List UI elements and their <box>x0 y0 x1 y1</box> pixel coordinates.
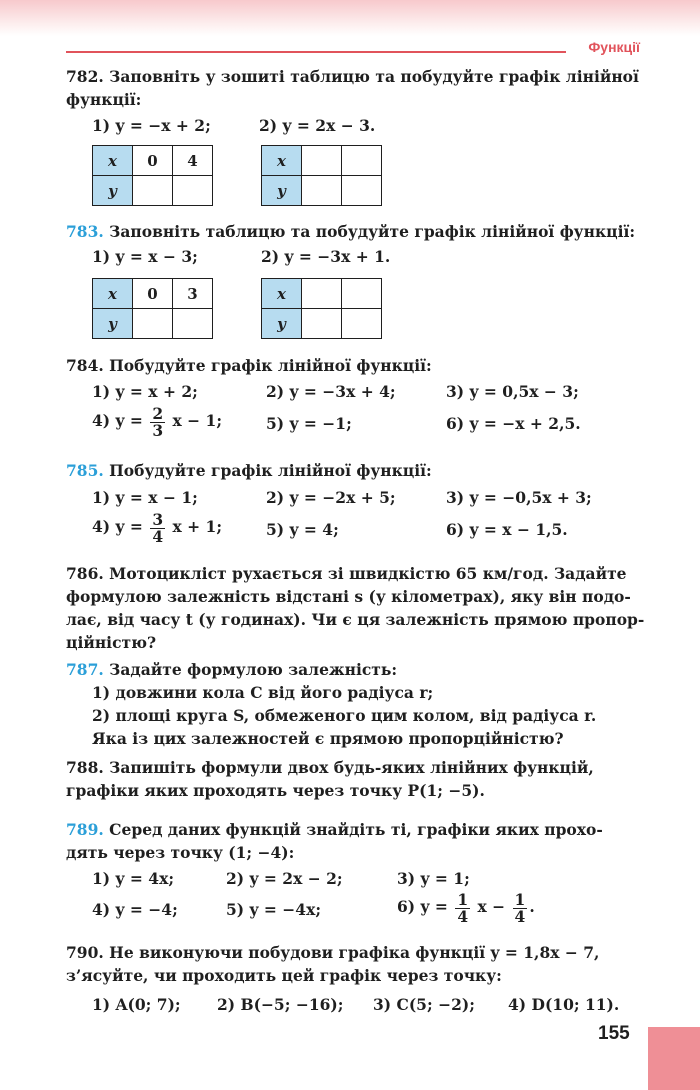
table-cell: y <box>262 309 302 339</box>
problem-790-option: 4) D(10; 11). <box>508 995 620 1014</box>
problem-790-option: 3) C(5; −2); <box>373 995 475 1014</box>
table-cell <box>342 146 382 176</box>
problem-788-line1: 788. Запишіть формули двох будь-яких лінійних функцій, <box>66 758 594 777</box>
problem-784-option: 3) y = 0,5x − 3; <box>446 382 579 401</box>
problem-number: 783. <box>66 222 104 241</box>
section-title: Функції <box>588 39 640 55</box>
problem-790-line1: 790. Не виконуючи побудови графіка функції y = 1,8x − 7, <box>66 943 600 962</box>
problem-789-line2: дять через точку (1; −4): <box>66 843 295 862</box>
header-rule <box>66 51 566 53</box>
table-cell <box>133 176 173 206</box>
problem-784-option: 2) y = −3x + 4; <box>266 382 396 401</box>
problem-783-option: 2) y = −3x + 1. <box>261 247 391 266</box>
table-cell <box>173 309 213 339</box>
table-cell: 3 <box>173 279 213 309</box>
table-row-y <box>262 176 382 206</box>
problem-786-line2: формулою залежність відстані s (у кілометрах), яку він подо- <box>66 587 631 606</box>
problem-790-option: 1) A(0; 7); <box>92 995 181 1014</box>
table-cell <box>302 279 342 309</box>
problem-number: 790. <box>66 943 104 962</box>
problem-789-line1: 789. Серед даних функцій знайдіть ті, графіки яких прохо- <box>66 820 603 839</box>
table-cell <box>342 309 382 339</box>
problem-786-line1: 786. Мотоцикліст рухається зі швидкістю 65 км/год. Задайте <box>66 564 627 583</box>
table-row-x <box>262 146 382 176</box>
problem-789-option-fraction: 6) y = $\frac{1}{4}$ x − $\frac{1}{4}$ . <box>397 889 535 926</box>
table-row-y <box>93 176 213 206</box>
problem-number: 787. <box>66 660 104 679</box>
table-cell: y <box>93 176 133 206</box>
problem-789-option: 2) y = 2x − 2; <box>226 869 343 888</box>
fraction: $\frac{2}{3}$ <box>152 403 164 440</box>
problem-786-line3: лає, від часу t (у годинах). Чи є ця залежність прямою пропор- <box>66 610 645 629</box>
table-cell: x <box>262 279 302 309</box>
problem-784-line1: 784. Побудуйте графік лінійної функції: <box>66 356 432 375</box>
problem-785-option: 6) y = x − 1,5. <box>446 520 568 539</box>
problem-782-option: 2) y = 2x − 3. <box>259 116 376 135</box>
problem-787-line4: Яка із цих залежностей є прямою пропорційністю? <box>92 729 564 748</box>
problem-number: 784. <box>66 356 104 375</box>
table-row-x <box>93 279 213 309</box>
problem-785-option-fraction: 4) y = $\frac{3}{4}$ x + 1; <box>92 509 223 546</box>
problem-787-line3: 2) площі круга S, обмеженого цим колом, від радіуса r. <box>92 706 597 725</box>
problem-782-option: 1) y = −x + 2; <box>92 116 211 135</box>
problem-785-option: 1) y = x − 1; <box>92 488 198 507</box>
table-cell <box>342 176 382 206</box>
problem-788-line2: графіки яких проходять через точку P(1; −5). <box>66 781 485 800</box>
table-cell: 0 <box>133 279 173 309</box>
problem-787-line2: 1) довжини кола C від його радіуса r; <box>92 683 434 702</box>
table-cell: x <box>93 279 133 309</box>
value-table-783-1 <box>92 278 213 339</box>
problem-789-option: 3) y = 1; <box>397 869 470 888</box>
problem-789-option: 4) y = −4; <box>92 900 178 919</box>
problem-782-line2: функції: <box>66 90 142 109</box>
problem-785-line1: 785. Побудуйте графік лінійної функції: <box>66 461 432 480</box>
problem-number: 786. <box>66 564 104 583</box>
problem-787-line1: 787. Задайте формулою залежність: <box>66 660 398 679</box>
problem-number: 789. <box>66 820 104 839</box>
table-cell <box>133 309 173 339</box>
table-cell: x <box>93 146 133 176</box>
table-cell: 0 <box>133 146 173 176</box>
problem-786-line4: ційністю? <box>66 633 157 652</box>
table-cell: y <box>93 309 133 339</box>
problem-785-option: 5) y = 4; <box>266 520 339 539</box>
problem-790-line2: з’ясуйте, чи проходить цей графік через точку: <box>66 966 502 985</box>
fraction: $\frac{1}{4}$ <box>514 889 526 926</box>
problem-789-option: 1) y = 4x; <box>92 869 175 888</box>
problem-782-line1: 782. Заповніть у зошиті таблицю та побудуйте графік лінійної <box>66 67 639 86</box>
table-cell <box>302 176 342 206</box>
table-cell <box>342 279 382 309</box>
table-row-y <box>93 309 213 339</box>
top-color-band <box>0 0 700 36</box>
value-table-782-1 <box>92 145 213 206</box>
table-cell <box>302 309 342 339</box>
table-cell: x <box>262 146 302 176</box>
problem-784-option: 6) y = −x + 2,5. <box>446 414 581 433</box>
problem-784-option: 5) y = −1; <box>266 414 352 433</box>
value-table-783-2 <box>261 278 382 339</box>
page-number: 155 <box>598 1023 630 1044</box>
problem-783-option: 1) y = x − 3; <box>92 247 198 266</box>
value-table-782-2 <box>261 145 382 206</box>
problem-number: 788. <box>66 758 104 777</box>
problem-number: 782. <box>66 67 104 86</box>
problem-790-option: 2) B(−5; −16); <box>217 995 344 1014</box>
problem-785-option: 2) y = −2x + 5; <box>266 488 396 507</box>
table-cell <box>302 146 342 176</box>
fraction: $\frac{1}{4}$ <box>457 889 469 926</box>
table-row-y <box>262 309 382 339</box>
page-number-tab <box>648 1027 700 1090</box>
problem-783-line1: 783. Заповніть таблицю та побудуйте графік лінійної функції: <box>66 222 636 241</box>
table-row-x <box>262 279 382 309</box>
fraction: $\frac{3}{4}$ <box>152 509 164 546</box>
problem-785-option: 3) y = −0,5x + 3; <box>446 488 592 507</box>
table-cell: 4 <box>173 146 213 176</box>
table-row-x <box>93 146 213 176</box>
table-cell <box>173 176 213 206</box>
problem-784-option: 1) y = x + 2; <box>92 382 198 401</box>
table-cell: y <box>262 176 302 206</box>
problem-number: 785. <box>66 461 104 480</box>
problem-784-option-fraction: 4) y = $\frac{2}{3}$ x − 1; <box>92 403 223 440</box>
problem-789-option: 5) y = −4x; <box>226 900 322 919</box>
